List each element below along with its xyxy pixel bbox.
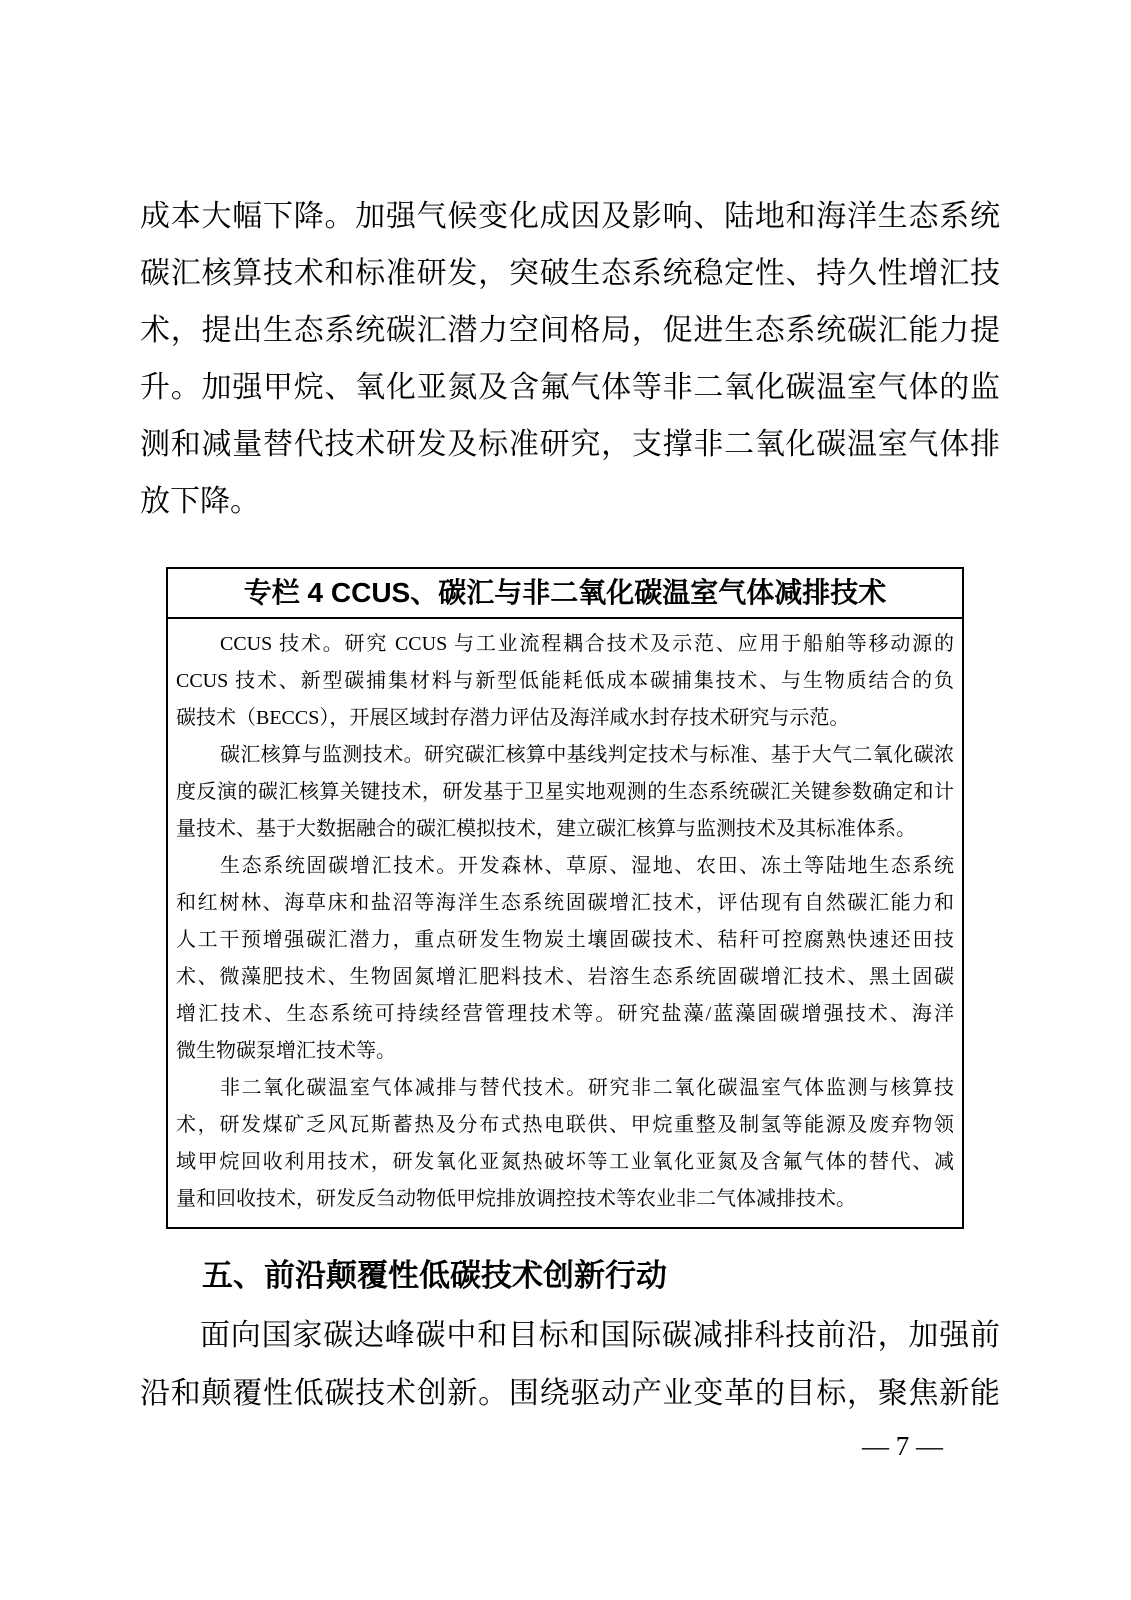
box-text-line: 增汇技术、生态系统可持续经营管理技术等。研究盐藻/蓝藻固碳增强技术、海洋 (176, 1003, 954, 1025)
text-line: 放下降。 (140, 485, 260, 518)
text-line: 面向国家碳达峰碳中和目标和国际碳减排科技前沿，加强前 (200, 1319, 1000, 1352)
box-text-line: 量技术、基于大数据融合的碳汇模拟技术，建立碳汇核算与监测技术及其标准体系。 (176, 818, 916, 840)
callout-box-title: 专栏 4 CCUS、碳汇与非二氧化碳温室气体减排技术 (168, 569, 962, 619)
box-text-line: 和红树林、海草床和盐沼等海洋生态系统固碳增汇技术，评估现有自然碳汇能力和 (176, 892, 954, 914)
box-text-line: 术，研发煤矿乏风瓦斯蓄热及分布式热电联供、甲烷重整及制氢等能源及废弃物领 (176, 1114, 954, 1136)
box-text-line: 碳技术（BECCS），开展区域封存潜力评估及海洋咸水封存技术研究与示范。 (176, 707, 850, 729)
box-text-line: 度反演的碳汇核算关键技术，研发基于卫星实地观测的生态系统碳汇关键参数确定和计 (176, 781, 954, 803)
box-text-line: 域甲烷回收利用技术，研发氧化亚氮热破坏等工业氧化亚氮及含氟气体的替代、减 (176, 1151, 954, 1173)
text-line: 测和减量替代技术研发及标准研究，支撑非二氧化碳温室气体排 (140, 428, 1000, 461)
box-text-line: 非二氧化碳温室气体减排与替代技术。研究非二氧化碳温室气体监测与核算技 (220, 1077, 954, 1099)
box-text-line: 术、微藻肥技术、生物固氮增汇肥料技术、岩溶生态系统固碳增汇技术、黑土固碳 (176, 966, 954, 988)
box-text-line: CCUS 技术。研究 CCUS 与工业流程耦合技术及示范、应用于船舶等移动源的 (220, 633, 954, 655)
box-text-line: 微生物碳泵增汇技术等。 (176, 1040, 396, 1062)
box-text-line: 人工干预增强碳汇潜力，重点研发生物炭土壤固碳技术、秸秆可控腐熟快速还田技 (176, 929, 954, 951)
box-text-line: CCUS 技术、新型碳捕集材料与新型低能耗低成本碳捕集技术、与生物质结合的负 (176, 670, 954, 692)
text-line: 碳汇核算技术和标准研发，突破生态系统稳定性、持久性增汇技 (140, 257, 1000, 290)
text-line: 成本大幅下降。加强气候变化成因及影响、陆地和海洋生态系统 (140, 200, 1000, 233)
opening-paragraph (140, 188, 1000, 530)
box-text-line: 量和回收技术，研发反刍动物低甲烷排放调控技术等农业非二气体减排技术。 (176, 1188, 856, 1210)
callout-box-body (168, 619, 962, 1227)
text-line: 沿和颠覆性低碳技术创新。围绕驱动产业变革的目标，聚焦新能 (140, 1377, 1000, 1410)
box-text-line: 生态系统固碳增汇技术。开发森林、草原、湿地、农田、冻土等陆地生态系统 (220, 855, 954, 877)
text-line: 升。加强甲烷、氧化亚氮及含氟气体等非二氧化碳温室气体的监 (140, 371, 1000, 404)
text-line: 术，提出生态系统碳汇潜力空间格局，促进生态系统碳汇能力提 (140, 314, 1000, 347)
box-text-line: 碳汇核算与监测技术。研究碳汇核算中基线判定技术与标准、基于大气二氧化碳浓 (220, 744, 954, 766)
closing-paragraph (140, 1307, 1000, 1423)
page-number: — 7 — (862, 1431, 943, 1461)
callout-box (166, 567, 964, 1229)
section-heading: 五、前沿颠覆性低碳技术创新行动 (202, 1258, 667, 1293)
